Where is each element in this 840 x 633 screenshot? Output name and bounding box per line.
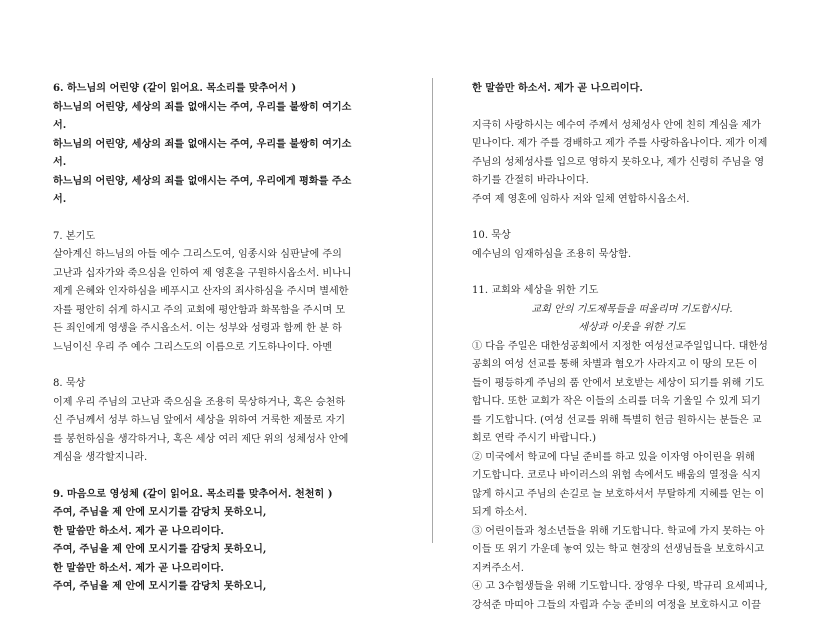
left-column — [53, 80, 379, 615]
section-heading: 9. 마음으로 영성체 (같이 읽어요. 목소리를 맞추어서. 천천히 ) — [53, 488, 333, 500]
text-line: 고난과 십자가와 죽으심을 인하여 제 영혼을 구원하시옵소서. 비나니 — [53, 267, 352, 279]
section-11 — [472, 282, 792, 615]
text-line: ② 미국에서 학교에 다닐 준비를 하고 있을 이자영 아이린을 위해 — [472, 451, 755, 463]
text-line: 서. — [53, 157, 67, 168]
section-10 — [472, 227, 792, 264]
text-line: 신 주님께서 성부 하느님 앞에서 세상을 위하여 거룩한 제물로 자기 — [53, 415, 346, 426]
text-line: 느님이신 우리 주 예수 그리스도의 이름으로 기도하나이다. 아멘 — [53, 341, 333, 353]
text-line: 합니다. 또한 교회가 작은 이들의 소리를 더욱 기울일 수 있게 되기 — [472, 396, 761, 407]
text-line: 를 기도합니다. (여성 선교를 위해 특별히 헌금 원하시는 분들은 교 — [472, 414, 762, 426]
text-line: 하느님의 어린양, 세상의 죄를 없애시는 주여, 우리를 불쌍히 여기소 — [53, 138, 352, 150]
text-line: 든 죄인에게 영생을 주시옵소서. 이는 성부와 성령과 함께 한 분 하 — [53, 323, 342, 334]
liturgy-section — [53, 486, 379, 597]
text-line: 이제 우리 주님의 고난과 죽으심을 조용히 묵상하거나, 혹은 승천하 — [53, 396, 346, 408]
section-heading: 10. 묵상 — [472, 230, 511, 241]
text-line: 되게 하소서. — [472, 507, 528, 518]
text-line: 하느님의 어린양, 세상의 죄를 없애시는 주여, 우리를 불쌍히 여기소 — [53, 101, 352, 113]
text-line: 하기를 간절히 바라나이다. — [472, 175, 589, 186]
liturgy-section — [53, 375, 379, 468]
communion-continuation — [472, 80, 792, 99]
text-line: 강석준 마띠아 그들의 자립과 수능 준비의 여정을 보호하시고 이끌 — [472, 599, 761, 611]
communion-prayer — [472, 117, 792, 210]
text-line: 이들 또 위기 가운데 놓여 있는 학교 현장의 선생님들을 보호하시고 — [472, 544, 765, 555]
liturgy-section — [53, 228, 379, 358]
text-line: 한 말씀만 하소서. 제가 곧 나으리이다. — [53, 562, 224, 574]
text-line: 주님의 성체성사를 입으로 영하지 못하오나, 제가 신령히 주님을 영 — [472, 156, 765, 168]
text-line: ④ 고 3수험생들을 위해 기도합니다. 장영우 다윗, 박규리 요세피나, — [472, 581, 768, 592]
text-line: 살아계신 하느님의 아들 예수 그리스도여, 임종시와 심판날에 주의 — [53, 249, 342, 260]
text-line: 서. — [53, 120, 67, 131]
liturgy-section — [53, 80, 379, 210]
text-line: 계심을 생각할지니라. — [53, 452, 148, 463]
text-line: 주여, 주님을 제 안에 모시기를 감당치 못하오니, — [53, 544, 267, 555]
section-heading: 8. 묵상 — [53, 378, 86, 389]
text-line: 지극히 사랑하시는 예수여 주께서 성체성사 안에 친히 계심을 제가 — [472, 119, 761, 131]
text-line: 자를 평안히 쉬게 하시고 주의 교회에 평안함과 화목함을 주시며 모 — [53, 304, 346, 316]
text-line: 예수님의 임재하심을 조용히 묵상함. — [472, 248, 632, 260]
text-line: 들이 평등하게 주님의 품 안에서 보호받는 세상이 되기를 위해 기도 — [472, 377, 765, 389]
text-line: 제게 은혜와 인자하심을 베푸시고 산자의 죄사하심을 주시며 별세한 — [53, 286, 349, 297]
text-line: 서. — [53, 194, 67, 205]
subtitle-line: 교회 안의 기도제목들을 떠올리며 기도합시다. — [531, 303, 733, 315]
subtitle-line: 세상과 이웃을 위한 기도 — [578, 322, 686, 333]
text-line: 한 말씀만 하소서. 제가 곧 나으리이다. — [53, 525, 224, 537]
text-line: 하느님의 어린양, 세상의 죄를 없애시는 주여, 우리에게 평화를 주소 — [53, 175, 352, 187]
text-line: 주여 제 영혼에 임하사 저와 일체 연합하시옵소서. — [472, 193, 690, 205]
text-line: ① 다음 주일은 대한성공회에서 지정한 여성선교주일입니다. 대한성 — [472, 340, 768, 352]
continuation-line: 한 말씀만 하소서. 제가 곧 나으리이다. — [472, 83, 643, 94]
text-line: 를 봉헌하심을 생각하거나, 혹은 세상 여러 제단 위의 성체성사 안에 — [53, 433, 349, 445]
text-line: 주여, 주님을 제 안에 모시기를 감당치 못하오니, — [53, 507, 267, 518]
text-line: 회로 연락 주시기 바랍니다.) — [472, 433, 597, 444]
text-line: 기도합니다. 코로나 바이러스의 위험 속에서도 배움의 열정을 식지 — [472, 470, 761, 481]
column-divider — [432, 78, 433, 543]
text-line: 지켜주소서. — [472, 562, 524, 574]
text-line: 주여, 주님을 제 안에 모시기를 감당치 못하오니, — [53, 581, 267, 592]
text-line: 공회의 여성 선교를 통해 차별과 혐오가 사라지고 이 땅의 모든 이 — [472, 359, 758, 370]
section-heading: 7. 본기도 — [53, 230, 96, 242]
text-line: 않게 하시고 주님의 손길로 늘 보호하셔서 무탈하게 지혜를 얻는 이 — [472, 488, 765, 500]
section-heading: 11. 교회와 세상을 위한 기도 — [472, 285, 599, 296]
section-heading: 6. 하느님의 어린양 (같이 읽어요. 목소리를 맞추어서 ) — [53, 83, 297, 94]
right-column — [472, 80, 792, 633]
text-line: 믿나이다. 제가 주를 경배하고 제가 주를 사랑하옵나이다. 제가 이제 — [472, 138, 768, 149]
text-line: ③ 어린이들과 청소년들을 위해 기도합니다. 학교에 가지 못하는 아 — [472, 525, 765, 537]
